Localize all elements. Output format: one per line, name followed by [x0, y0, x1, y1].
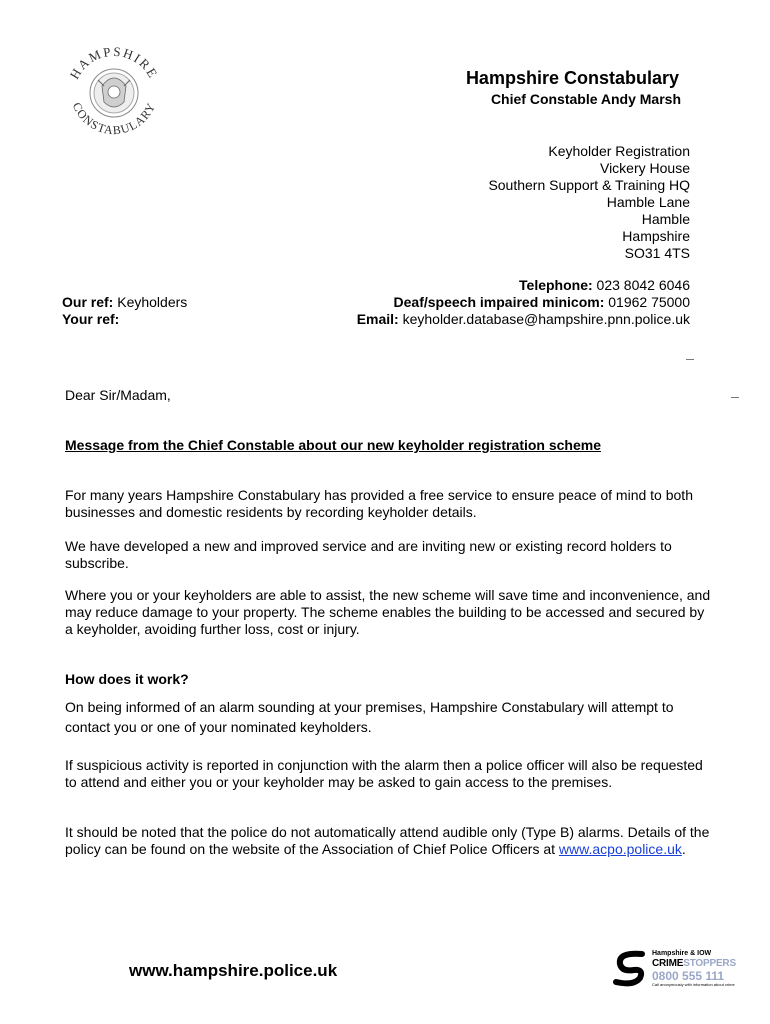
contact-block — [357, 277, 690, 328]
address-line: SO31 4TS — [624, 245, 690, 261]
references — [62, 294, 187, 328]
paragraph-6: It should be noted that the police do not automatically attend audible only (Type B) alarms. Details of the policy can be found on the website of the Association of Chief Police Officers at www.acpo.police.uk. — [65, 824, 710, 857]
paragraph-3: Where you or your keyholders are able to assist, the new scheme will save time and inconvenience, and may reduce damage to your property. The scheme enables the building to be accessed and secured by a keyholder, avoiding further loss, cost or injury. — [65, 587, 711, 637]
crest-ring-bottom: CONSTABULARY — [69, 100, 159, 138]
address-line: Hamble Lane — [606, 194, 690, 210]
address-line: Keyholder Registration — [548, 143, 690, 159]
constabulary-crest — [58, 40, 168, 140]
section-heading: How does it work? — [65, 671, 189, 687]
minicom-line: Deaf/speech impaired minicom: 01962 75000 — [393, 294, 690, 310]
your-ref: Your ref: — [62, 311, 120, 327]
margin-mark — [686, 359, 694, 360]
email-line: Email: keyholder.database@hampshire.pnn.police.uk — [356, 311, 690, 327]
greeting: Dear Sir/Madam, — [65, 387, 171, 403]
acpo-link[interactable]: www.acpo.police.uk — [558, 841, 682, 857]
letterhead-subtitle: Chief Constable Andy Marsh — [490, 91, 681, 107]
crimestoppers-region: Hampshire & IOW — [652, 950, 712, 957]
address-line: Vickery House — [599, 160, 690, 176]
our-ref: Our ref: Keyholders — [62, 294, 188, 310]
address-line: Hamble — [641, 211, 690, 227]
letter-heading: Message from the Chief Constable about our new keyholder registration scheme — [65, 437, 602, 453]
crimestoppers-phone: 0800 555 111 — [652, 969, 725, 983]
paragraph-1: For many years Hampshire Constabulary has provided a free service to ensure peace of mind to both businesses and domestic residents by recording keyholder details. — [65, 487, 693, 520]
telephone-line: Telephone: 023 8042 6046 — [519, 277, 690, 293]
margin-mark — [731, 397, 739, 398]
crimestoppers-wordmark: CRIMESTOPPERS — [652, 958, 736, 969]
paragraph-2: We have developed a new and improved service and are inviting new or existing record holders to subscribe. — [65, 538, 672, 571]
paragraph-5: If suspicious activity is reported in conjunction with the alarm then a police officer will also be requested to attend and either you or your keyholder may be asked to gain access to the premises. — [65, 757, 703, 790]
crimestoppers-tagline: Call anonymously with information about crime — [652, 982, 735, 987]
address-line: Hampshire — [622, 228, 690, 244]
website-footer: www.hampshire.police.uk — [129, 961, 338, 980]
paragraph-4: On being informed of an alarm sounding at your premises, Hampshire Constabulary will attempt to contact you or one of your nominated keyholders. — [65, 699, 674, 735]
address-block — [488, 143, 690, 262]
crest-ring-top: HAMPSHIRE — [66, 43, 162, 82]
letterhead-title: Hampshire Constabulary — [465, 68, 679, 88]
crimestoppers-logo — [612, 950, 742, 988]
crimestoppers-swoosh-icon — [612, 950, 652, 988]
address-line: Southern Support & Training HQ — [488, 177, 690, 193]
